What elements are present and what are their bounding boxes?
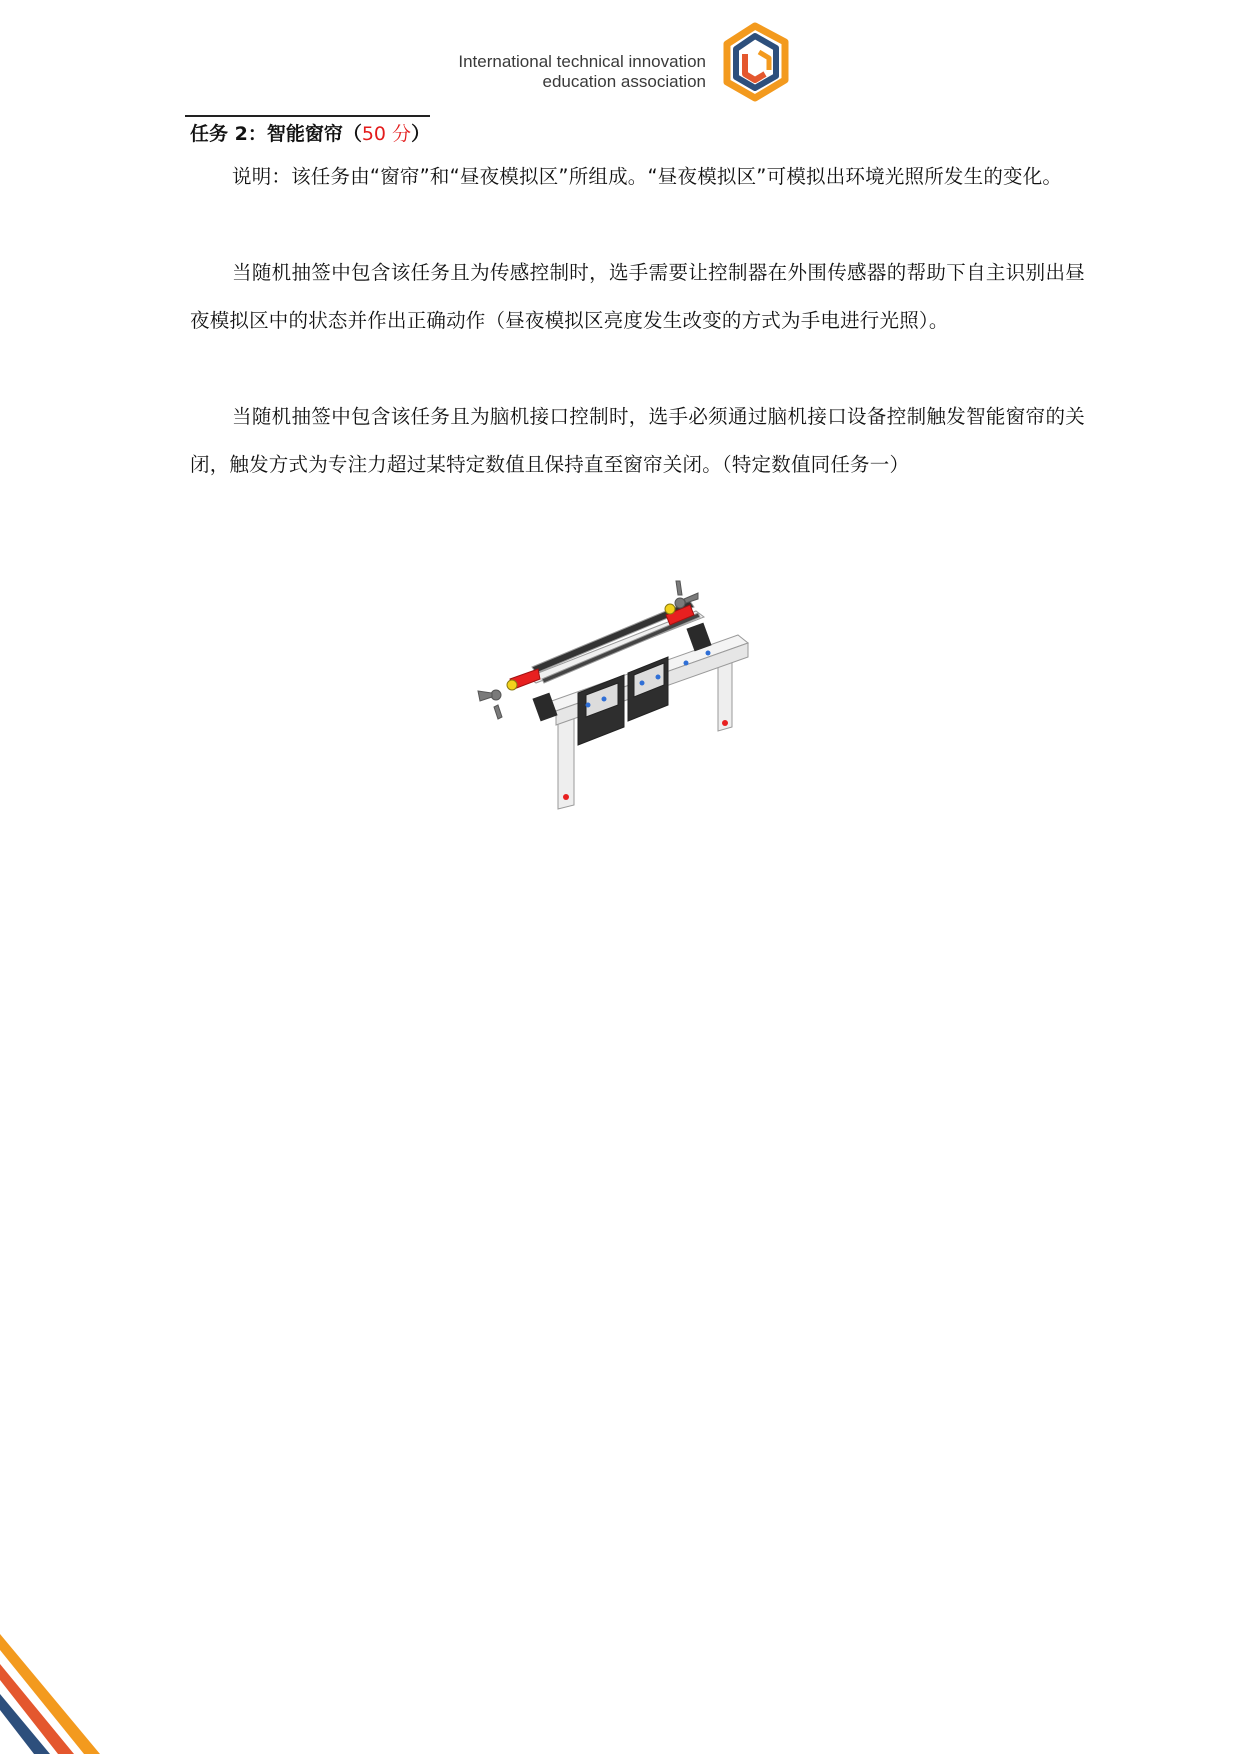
- task-title-suffix: ）: [411, 123, 431, 145]
- organization-name: [446, 52, 706, 92]
- org-name-line-2: education association: [542, 72, 706, 91]
- task-title-prefix: 任务 2：智能窗帘（: [190, 123, 362, 145]
- org-name-line-1: International technical innovation: [458, 52, 706, 71]
- task-points: 50 分: [361, 123, 412, 145]
- bci-control-paragraph: 当随机抽签中包含该任务且为脑机接口控制时，选手必须通过脑机接口设备控制触发智能窗帘的关闭，触发方式为专注力超过某特定数值且保持直至窗帘关闭。（特定数值同任务一）: [190, 405, 1085, 476]
- description-paragraph: 说明：该任务由“窗帘”和“昼夜模拟区”所组成。“昼夜模拟区”可模拟出环境光照所发生的变化。: [232, 165, 1063, 188]
- task-title: [190, 121, 430, 147]
- heading-rule: [185, 115, 430, 117]
- smart-curtain-model-image: [428, 555, 848, 855]
- sensor-control-paragraph: 当随机抽签中包含该任务且为传感控制时，选手需要让控制器在外围传感器的帮助下自主识别出昼夜模拟区中的状态并作出正确动作（昼夜模拟区亮度发生改变的方式为手电进行光照）。: [190, 261, 1085, 332]
- association-logo: [715, 22, 795, 104]
- corner-stripes-decoration: [0, 1620, 100, 1754]
